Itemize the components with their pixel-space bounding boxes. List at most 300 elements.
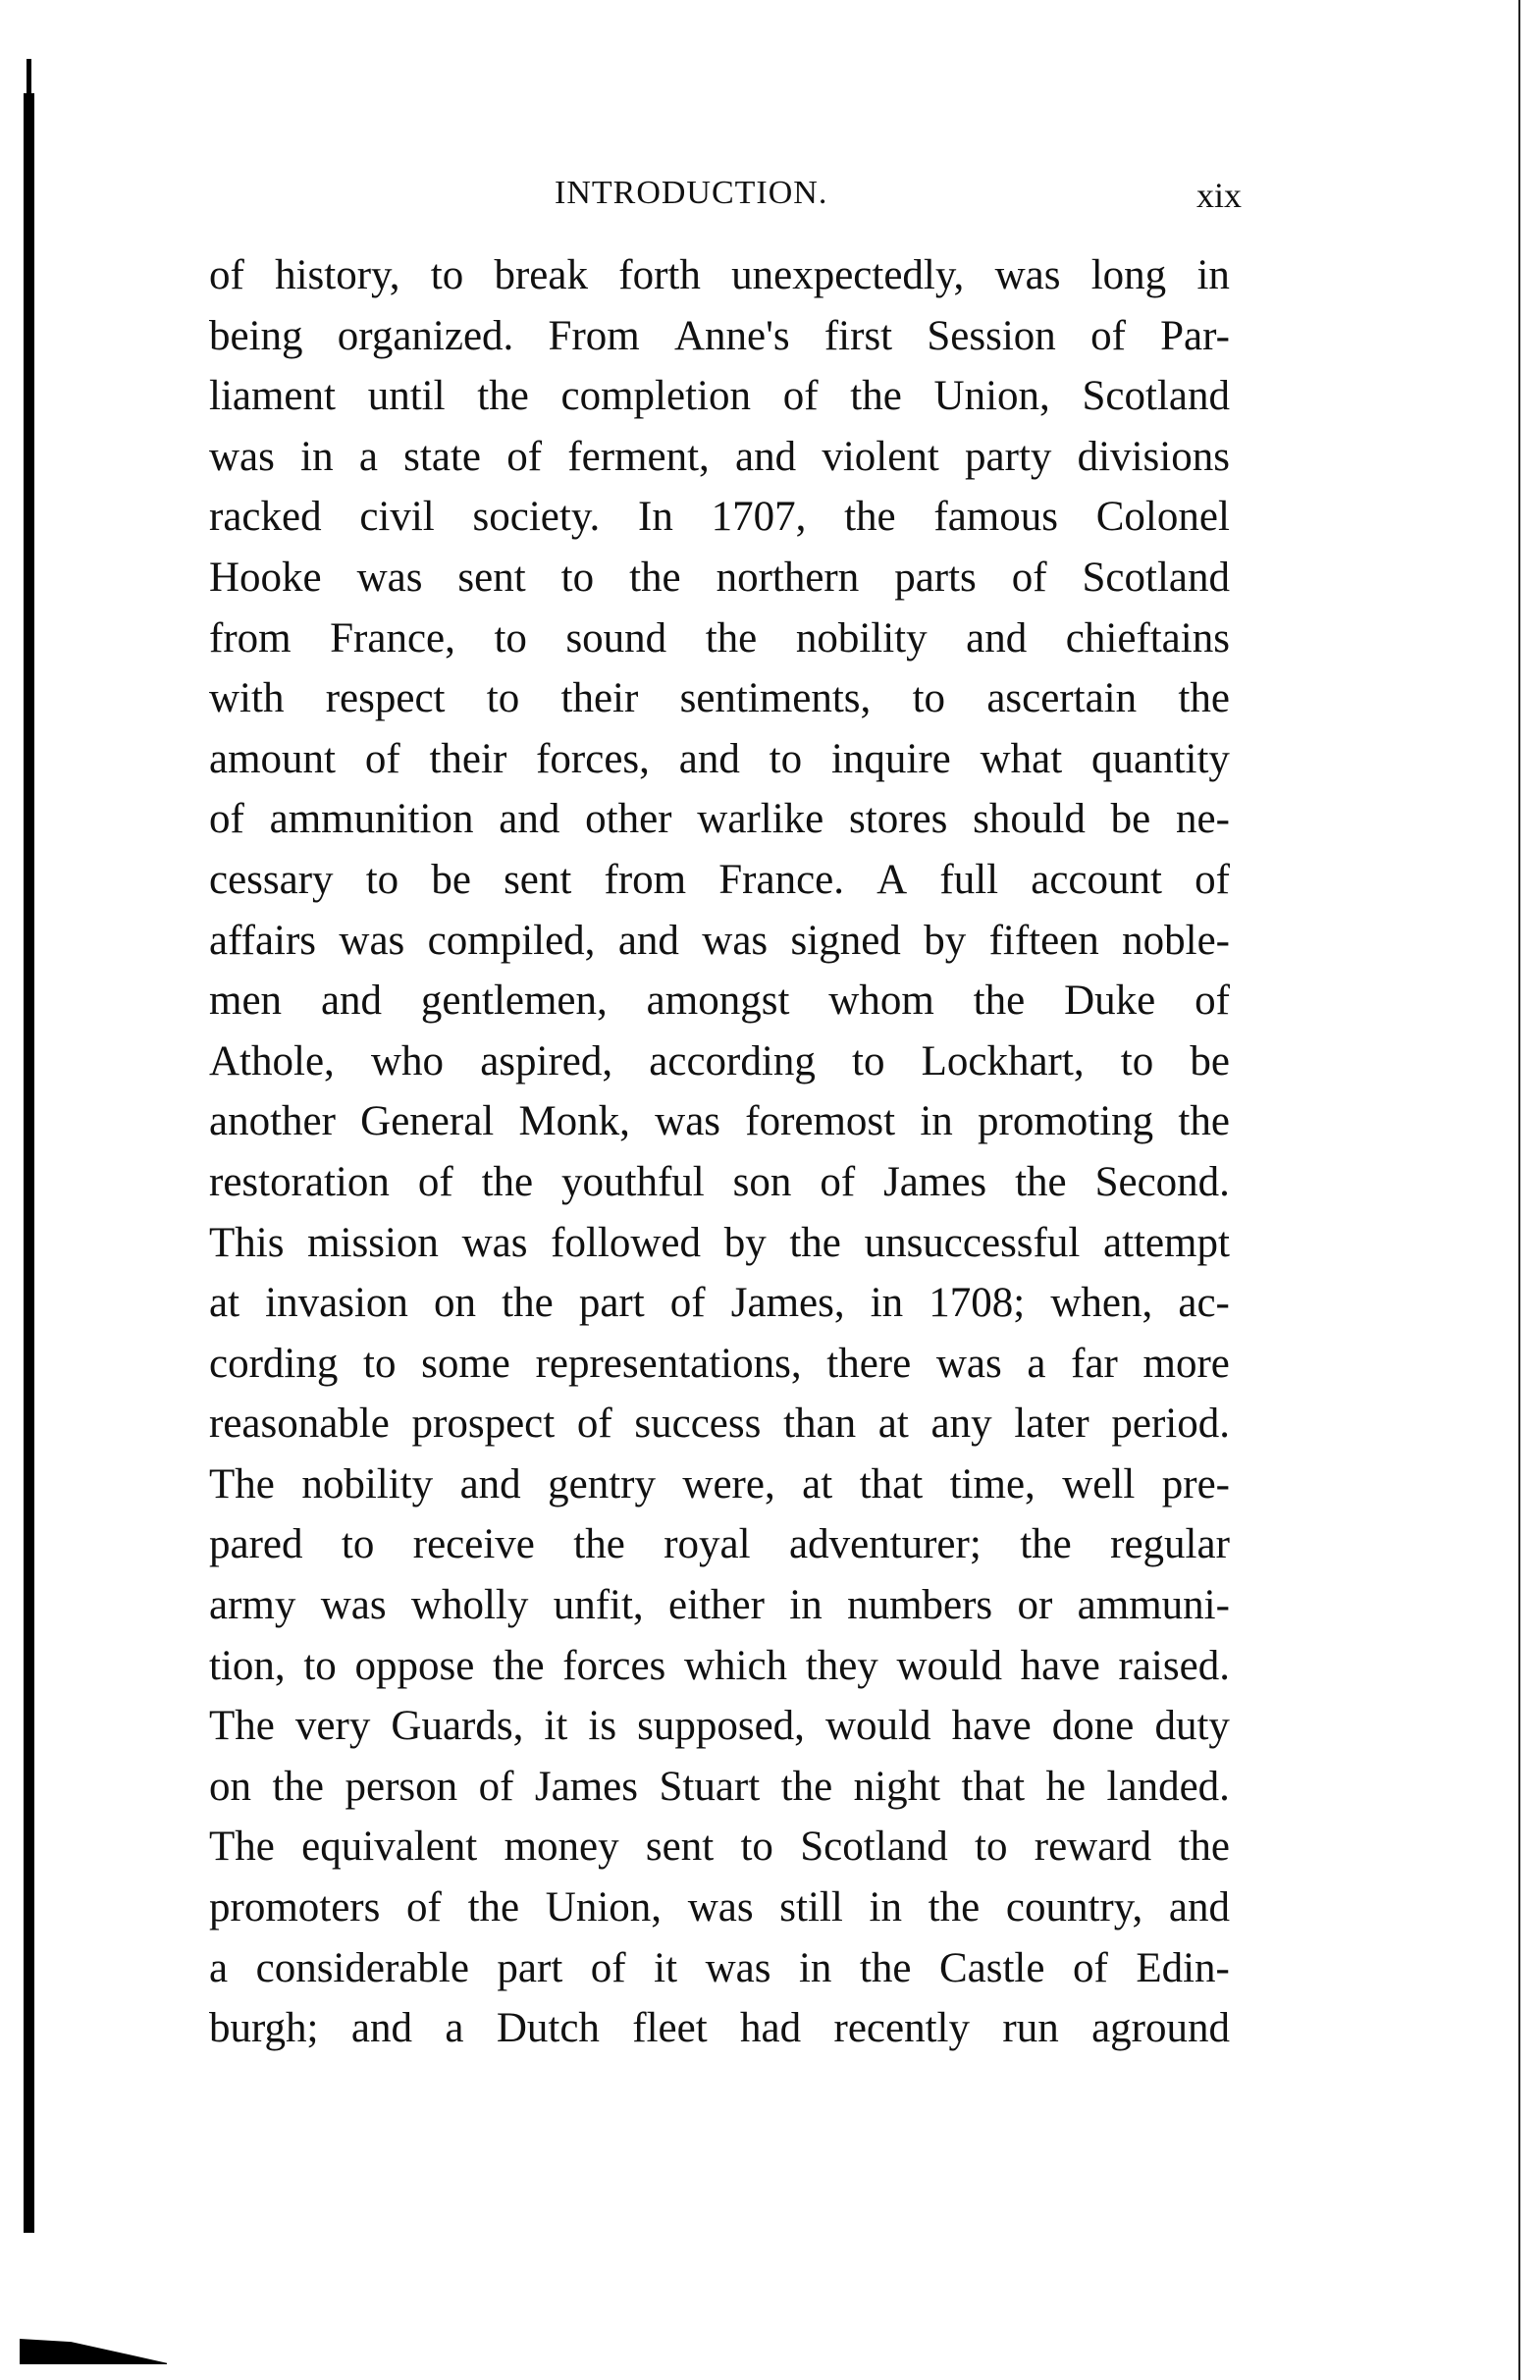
body-text [209,245,1230,2059]
word: ne- [1176,796,1230,843]
word: divisions [1077,433,1230,480]
word: is [588,1703,617,1750]
word: ferment, [567,433,710,480]
word: attempt [1102,1219,1230,1266]
text-line [209,1878,1230,1938]
word: of [364,735,400,782]
word: Second. [1094,1158,1230,1205]
page-edge [1518,0,1520,2380]
word: the [272,1763,325,1810]
word: being [209,312,303,359]
word: should [973,796,1086,843]
word: restoration [209,1158,390,1205]
word: the [928,1884,981,1931]
text-line [209,1394,1230,1454]
word: part [578,1280,645,1327]
text-line [209,1575,1230,1636]
word: and [617,917,679,964]
word: the [973,978,1026,1025]
word: Lockhart, [921,1037,1085,1084]
word: Scotland [1082,373,1230,420]
word: gentry [548,1460,656,1507]
word: respect [325,675,446,722]
word: chieftains [1065,614,1230,661]
word: reasonable [209,1401,390,1448]
word: to [560,554,595,601]
word: supposed, [637,1703,805,1750]
word: night [853,1763,941,1810]
word: Colonel [1095,494,1230,541]
word: who [370,1037,445,1084]
word: pared [209,1521,303,1568]
word: society. [472,494,601,541]
word: and [459,1460,521,1507]
word: to [769,735,803,782]
word: state [403,433,481,480]
word: of [417,1158,453,1205]
word: and [499,796,560,843]
text-line [209,1031,1230,1092]
word: fleet [632,2005,708,2052]
word: liament [209,373,336,420]
text-line [209,971,1230,1031]
word: signed [790,917,901,964]
word: the [573,1521,625,1568]
word: with [209,675,285,722]
word: burgh; [209,2005,319,2052]
text-line [209,306,1230,367]
text-line [209,1998,1230,2059]
word: pre- [1161,1460,1230,1507]
word: a [1027,1340,1046,1387]
word: Union, [933,373,1050,420]
word: run [1002,2005,1059,2052]
word: was [994,252,1061,298]
word: of [820,1158,856,1205]
word: was [687,1884,754,1931]
word: aspired, [480,1037,613,1084]
word: what [980,735,1063,782]
text-line [209,1454,1230,1515]
word: at [802,1460,833,1507]
word: that [859,1460,924,1507]
word: part [497,1944,563,1991]
word: youthful [561,1158,705,1205]
word: amount [209,735,336,782]
word: Castle [938,1944,1045,1991]
word: of [1011,554,1047,601]
word: compiled, [427,917,596,964]
word: by [723,1219,767,1266]
word: person [345,1763,458,1810]
word: in [300,433,334,480]
running-head: INTRODUCTION. [555,175,828,211]
word: account [1031,856,1162,903]
text-line [209,608,1230,669]
word: he [1045,1763,1087,1810]
word: still [779,1884,843,1931]
word: sentiments, [679,675,872,722]
word: inquire [830,735,951,782]
word: to [486,675,520,722]
word: quantity [1091,735,1230,782]
word: to [303,1642,337,1689]
word: promoters [209,1884,381,1931]
scan-artifact [20,2339,167,2364]
word: to [975,1824,1008,1871]
word: a [445,2005,464,2052]
word: tion, [209,1642,286,1689]
word: of [478,1763,514,1810]
word: forth [618,252,701,298]
word: A [876,856,908,903]
word: the [859,1944,912,1991]
word: of [1195,856,1230,903]
word: to [363,1340,397,1387]
word: there [826,1340,912,1387]
word: of [1072,1944,1108,1991]
word: success [634,1401,762,1448]
word: unsuccessful [864,1219,1081,1266]
word: it [544,1703,568,1750]
word: and [735,433,797,480]
word: far [1071,1340,1118,1387]
word: numbers [847,1582,993,1629]
word: 1708; [929,1280,1026,1327]
word: and [966,614,1028,661]
word: forces, [536,735,650,782]
text-line [209,789,1230,850]
word: to [1120,1037,1154,1084]
word: which [683,1642,788,1689]
word: cessary [209,856,334,903]
word: would [896,1642,1002,1689]
word: the [1178,675,1230,722]
word: ac- [1178,1280,1230,1327]
word: of [1090,312,1126,359]
text-line [209,1273,1230,1334]
word: in [869,1884,902,1931]
word: have [1020,1642,1100,1689]
word: and [350,2005,412,2052]
word: sound [565,614,667,661]
word: France. [718,856,844,903]
text-line [209,1091,1230,1152]
word: Dutch [496,2005,600,2052]
word: organized. [337,312,514,359]
word: ammuni- [1077,1582,1230,1629]
word: affairs [209,917,317,964]
word: warlike [697,796,824,843]
text-line [209,1152,1230,1213]
word: mission [307,1219,439,1266]
word: in [789,1582,823,1629]
word: representations, [535,1340,802,1387]
word: in [1196,252,1230,298]
word: James [883,1158,987,1205]
text-line [209,850,1230,911]
word: In [638,494,673,541]
word: landed. [1106,1763,1230,1810]
text-line [209,1636,1230,1697]
word: receive [412,1521,535,1568]
word: have [951,1703,1032,1750]
word: from [604,856,687,903]
word: forces [562,1642,666,1689]
text-line [209,1213,1230,1274]
word: country, [1005,1884,1143,1931]
word: their [560,675,639,722]
text-line [209,911,1230,972]
word: very [294,1703,371,1750]
word: a [209,1944,229,1991]
word: The [209,1703,275,1750]
word: other [585,796,672,843]
page-number: xix [1195,176,1242,215]
word: later [1014,1401,1089,1448]
word: be [431,856,471,903]
word: of [576,1401,612,1448]
word: to [430,252,464,298]
word: any [930,1401,992,1448]
word: to [912,675,946,722]
word: and [1168,1884,1230,1931]
word: James [534,1763,638,1810]
word: in [798,1944,832,1991]
word: foremost [745,1098,896,1145]
word: fifteen [988,917,1099,964]
word: oppose [354,1642,475,1689]
word: cording [209,1340,339,1387]
word: was [209,433,275,480]
word: than [783,1401,857,1448]
word: Anne's [673,312,790,359]
word: of [209,252,244,298]
text-line [209,1938,1230,1999]
word: Edin- [1136,1944,1230,1991]
word: full [939,856,999,903]
word: the [481,1158,534,1205]
word: famous [933,494,1058,541]
word: done [1051,1703,1135,1750]
word: of [406,1884,442,1931]
word: it [654,1944,678,1991]
word: the [1178,1098,1230,1145]
word: would [825,1703,931,1750]
word: was [702,917,769,964]
text-line [209,427,1230,488]
word: the [844,494,896,541]
word: parts [894,554,977,601]
text-line [209,245,1230,306]
word: to [852,1037,885,1084]
word: they [805,1642,878,1689]
word: sent [645,1824,715,1871]
text-line [209,1817,1230,1878]
word: break [494,252,588,298]
text-line [209,1334,1230,1395]
word: unexpectedly, [731,252,965,298]
word: nobility [301,1460,434,1507]
text-line [209,729,1230,790]
text-line [209,1696,1230,1757]
word: Monk, [518,1098,630,1145]
word: history, [275,252,400,298]
word: another [209,1098,336,1145]
text-line [209,668,1230,729]
word: racked [209,494,322,541]
word: From [548,312,640,359]
word: money [504,1824,619,1871]
word: at [877,1401,909,1448]
word: ammunition [269,796,474,843]
word: 1707, [711,494,807,541]
page-edge-mark [27,59,31,98]
page-header [555,175,1242,224]
word: in [920,1098,953,1145]
word: Stuart [659,1763,761,1810]
word: be [1190,1037,1230,1084]
word: party [965,433,1052,480]
word: of [506,433,543,480]
word: either [668,1582,765,1629]
word: some [421,1340,510,1387]
word: more [1142,1340,1230,1387]
word: and [678,735,740,782]
word: Par- [1160,312,1230,359]
word: invasion [265,1280,408,1327]
word: ascertain [986,675,1138,722]
word: their [429,735,507,782]
word: was [339,917,405,964]
word: royal [664,1521,751,1568]
word: of [1195,978,1230,1025]
text-line [209,548,1230,608]
word: army [209,1582,296,1629]
word: were, [682,1460,775,1507]
word: France, [330,614,455,661]
word: Athole, [209,1037,335,1084]
binding-shadow [24,93,34,2233]
word: the [705,614,758,661]
word: of [209,796,244,843]
word: considerable [255,1944,469,1991]
word: regular [1110,1521,1230,1568]
word: Scotland [800,1824,948,1871]
word: recently [833,2005,970,2052]
word: to [494,614,527,661]
word: The [209,1460,275,1507]
word: and [320,978,383,1025]
word: or [1017,1582,1053,1629]
word: period. [1111,1401,1230,1448]
word: the [850,373,902,420]
word: the [780,1763,833,1810]
word: whom [828,978,934,1025]
word: was [935,1340,1002,1387]
word: civil [359,494,435,541]
word: unfit, [553,1582,644,1629]
word: to [365,856,399,903]
word: northern [716,554,860,601]
word: completion [560,373,751,420]
word: General [360,1098,495,1145]
word: reward [1034,1824,1152,1871]
word: according [649,1037,816,1084]
word: amongst [646,978,790,1025]
word: was [356,554,423,601]
word: first [823,312,893,359]
text-line [209,1514,1230,1575]
word: men [209,978,283,1025]
word: The [209,1824,275,1871]
word: the [629,554,681,601]
word: violent [822,433,939,480]
word: followed [551,1219,702,1266]
word: the [1178,1824,1230,1871]
word: equivalent [301,1824,478,1871]
word: Guards, [391,1703,524,1750]
word: when, [1050,1280,1153,1327]
word: the [467,1884,520,1931]
word: was [705,1944,771,1991]
word: had [740,2005,802,2052]
word: in [870,1280,904,1327]
word: prospect [411,1401,556,1448]
word: son [732,1158,792,1205]
word: Session [927,312,1056,359]
word: wholly [410,1582,529,1629]
word: of [669,1280,706,1327]
word: be [1110,796,1151,843]
word: sent [504,856,572,903]
word: the [789,1219,841,1266]
word: well [1062,1460,1136,1507]
word: gentlemen, [420,978,608,1025]
word: on [209,1763,251,1810]
word: Union, [545,1884,663,1931]
word: of [590,1944,626,1991]
word: at [209,1280,240,1327]
word: was [461,1219,528,1266]
word: sent [457,554,526,601]
word: that [961,1763,1026,1810]
word: to [341,1521,375,1568]
word: long [1090,252,1167,298]
word: James, [730,1280,845,1327]
word: from [209,614,292,661]
word: Hooke [209,554,322,601]
word: adventurer; [789,1521,982,1568]
word: stores [849,796,948,843]
word: promoting [978,1098,1154,1145]
word: raised. [1118,1642,1230,1689]
word: the [1015,1158,1067,1205]
word: duty [1154,1703,1230,1750]
word: a [358,433,378,480]
word: time, [949,1460,1036,1507]
text-line [209,487,1230,548]
word: until [367,373,446,420]
word: the [502,1280,554,1327]
word: nobility [795,614,928,661]
word: on [434,1280,477,1327]
word: the [493,1642,545,1689]
word: Duke [1064,978,1156,1025]
word: the [477,373,529,420]
word: the [1020,1521,1072,1568]
word: was [320,1582,387,1629]
